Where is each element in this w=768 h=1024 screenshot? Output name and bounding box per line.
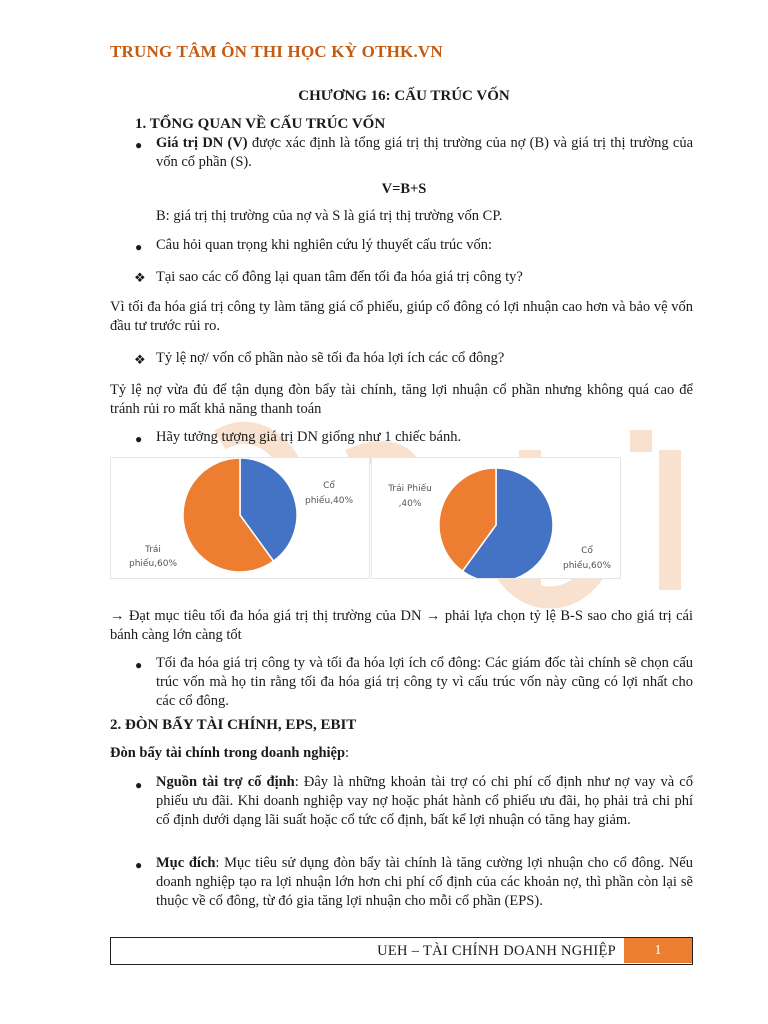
paragraph-arrow-goal: → Đạt mục tiêu tối đa hóa giá trị thị trường của DN → phải lựa chọn tỷ lệ B-S sao cho giá trị cái bánh càng lớn càng tốt bbox=[110, 608, 693, 643]
question-2: Tỷ lệ nợ/ vốn cổ phần nào sẽ tối đa hóa lợi ích các cổ đông? bbox=[156, 350, 505, 366]
pie-2-label-bond-line1: Trái Phiếu bbox=[388, 484, 432, 494]
firm-value-term: Giá trị DN (V) bbox=[156, 135, 248, 151]
bullet-icon: ● bbox=[135, 778, 143, 792]
bullet-icon: ● bbox=[135, 138, 143, 152]
pie-1-label-stock-line1: Cổ bbox=[323, 481, 335, 491]
footer bbox=[110, 937, 693, 965]
pie-2-label-bond-line2: ,40% bbox=[398, 499, 422, 509]
purpose-text: : Mục tiêu sử dụng đòn bẩy tài chính là tăng cường lợi nhuận cho cổ đông. Nếu doanh nghiệp tạo ra lợi nhuận lớn hơn chi phí cố định của các khoản nợ, thì phần còn lại sẽ thuộc về cổ đông, từ đó gia tăng lợi nhuận cho mỗi cổ phần (EPS). bbox=[156, 855, 693, 909]
paragraph-cake: Hãy tưởng tượng giá trị DN giống như 1 chiếc bánh. bbox=[156, 429, 462, 445]
bullet-icon: ● bbox=[135, 240, 143, 254]
header-title: TRUNG TÂM ÔN THI HỌC KỲ OTHK.VN bbox=[110, 42, 443, 61]
fixed-funding-term: Nguồn tài trợ cố định bbox=[156, 774, 295, 790]
pie-1-label-bond-line1: Trái bbox=[145, 545, 161, 555]
paragraph-firm-value bbox=[156, 134, 693, 172]
formula: V=B+S bbox=[381, 181, 427, 197]
paragraph-question-intro: Câu hỏi quan trọng khi nghiên cứu lý thuyết cấu trúc vốn: bbox=[156, 237, 493, 253]
bullet-icon: ● bbox=[135, 858, 143, 872]
page-number: 1 bbox=[624, 938, 692, 963]
bullet-icon: ● bbox=[135, 658, 143, 672]
subheading-leverage bbox=[110, 744, 349, 763]
bullet-icon: ● bbox=[135, 432, 143, 446]
pie-chart-2-box bbox=[371, 457, 621, 579]
answer-2: Tỷ lệ nợ vừa đủ để tận dụng đòn bẩy tài chính, tăng lợi nhuận cổ phần nhưng không quá cao để tránh rủi ro mất khả năng thanh toán bbox=[110, 382, 693, 417]
pie-chart-1 bbox=[111, 458, 369, 578]
pie-2-label-stock-line1: Cổ bbox=[581, 546, 593, 556]
section-2-title: 2. ĐÒN BẨY TÀI CHÍNH, EPS, EBIT bbox=[110, 717, 357, 733]
fixed-funding-text: : Đây là những khoản tài trợ có chi phí cố định như nợ vay và cổ phiếu ưu đãi. Khi doanh nghiệp vay nợ hoặc phát hành cổ phiếu ưu đãi, họ phải trả chi phí cố định dưới dạng lãi suất hoặc cổ tức cố định, bất kể lợi nhuận có tăng hay giảm. bbox=[156, 774, 693, 828]
paragraph-maximize: Tối đa hóa giá trị công ty và tối đa hóa lợi ích cổ đông: Các giám đốc tài chính sẽ chọn cấu trúc vốn mà họ tin rằng tối đa hóa giá trị công ty vì cấu trúc vốn này cũng có lợi nhất cho các cổ đông. bbox=[156, 655, 693, 709]
subheading-leverage-colon: : bbox=[345, 745, 350, 761]
pie-chart-2 bbox=[372, 458, 620, 578]
firm-value-definition: được xác định là tổng giá trị thị trường của nợ (B) và giá trị thị trường của vốn cổ phần (S). bbox=[156, 135, 693, 170]
pie-1-label-stock-line2: phiếu,40% bbox=[304, 496, 354, 506]
purpose-term: Mục đích bbox=[156, 855, 216, 871]
pie-1-label-bond-line2: phiếu,60% bbox=[128, 559, 178, 569]
question-1: Tại sao các cổ đông lại quan tâm đến tối đa hóa giá trị công ty? bbox=[156, 269, 523, 285]
paragraph-purpose bbox=[156, 854, 693, 911]
subheading-leverage-term: Đòn bẩy tài chính trong doanh nghiệp bbox=[110, 745, 346, 761]
chapter-title: CHƯƠNG 16: CẤU TRÚC VỐN bbox=[298, 88, 510, 104]
pie-chart-1-box bbox=[110, 457, 370, 579]
paragraph-fixed-funding bbox=[156, 773, 693, 830]
footer-text: UEH – TÀI CHÍNH DOANH NGHIỆP bbox=[377, 943, 616, 959]
diamond-bullet-icon: ❖ bbox=[134, 352, 146, 367]
paragraph-b-s: B: giá trị thị trường của nợ và S là giá trị thị trường vốn CP. bbox=[156, 208, 503, 224]
section-1-title: 1. TỔNG QUAN VỀ CẤU TRÚC VỐN bbox=[135, 116, 386, 132]
pie-2-label-stock-line2: phiếu,60% bbox=[562, 561, 612, 571]
answer-1: Vì tối đa hóa giá trị công ty làm tăng giá cổ phiếu, giúp cổ đông có lợi nhuận cao hơn và bảo vệ vốn đầu tư trước rủi ro. bbox=[110, 299, 693, 334]
diamond-bullet-icon: ❖ bbox=[134, 270, 146, 285]
